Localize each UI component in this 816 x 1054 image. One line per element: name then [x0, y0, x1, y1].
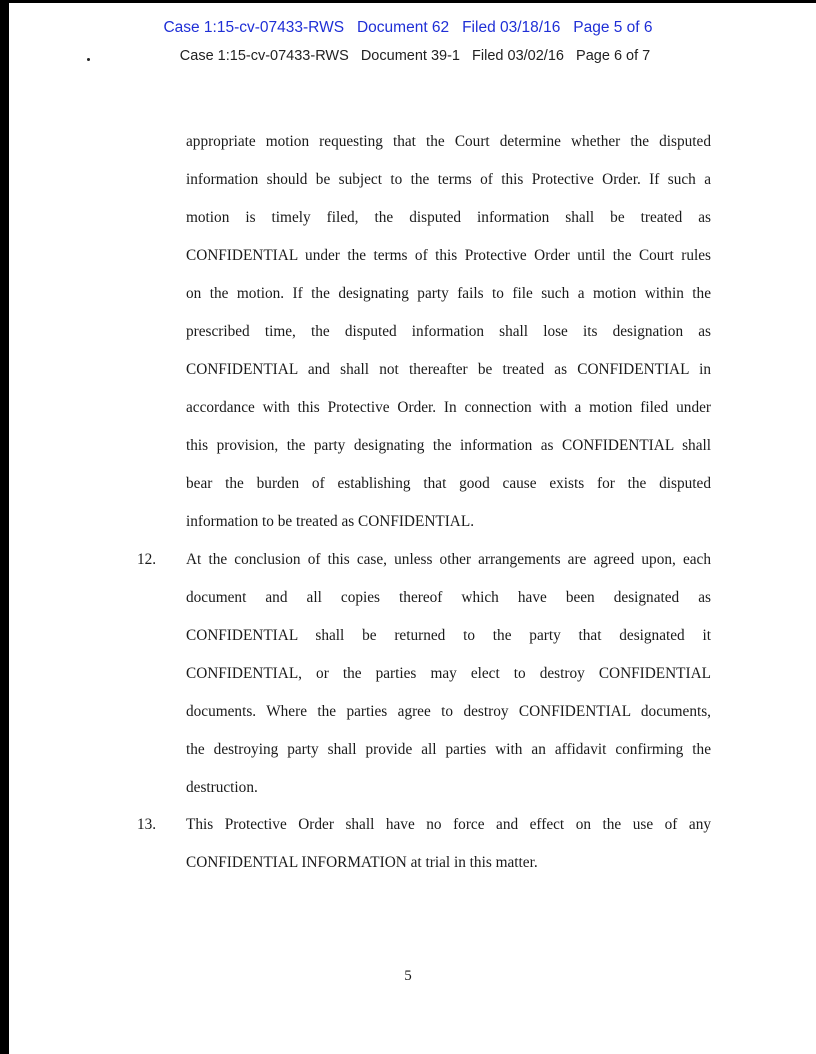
scan-edge-top — [0, 0, 816, 3]
text-line: on the motion. If the designating party fails to file such a motion within the — [186, 285, 711, 302]
text-line: motion is timely filed, the disputed information shall be treated as — [186, 209, 711, 226]
text-line: At the conclusion of this case, unless other arrangements are agreed upon, each — [186, 551, 711, 568]
text-line: information to be treated as CONFIDENTIAL. — [186, 513, 475, 530]
text-line: destruction. — [186, 779, 258, 796]
text-line: documents. Where the parties agree to destroy CONFIDENTIAL documents, — [186, 703, 711, 720]
text-line: this provision, the party designating the information as CONFIDENTIAL shall — [186, 437, 711, 454]
text-line: CONFIDENTIAL under the terms of this Protective Order until the Court rules — [186, 247, 711, 264]
text-line: CONFIDENTIAL and shall not thereafter be treated as CONFIDENTIAL in — [186, 361, 711, 378]
ecf-filing-stamp: Case 1:15-cv-07433-RWS Document 62 Filed 03/18/16 Page 5 of 6 — [163, 19, 653, 36]
text-line: CONFIDENTIAL shall be returned to the party that designated it — [186, 627, 711, 644]
original-filing-header: Case 1:15-cv-07433-RWS Document 39-1 Filed 03/02/16 Page 6 of 7 — [179, 48, 651, 64]
text-line: CONFIDENTIAL, or the parties may elect to destroy CONFIDENTIAL — [186, 665, 711, 682]
text-line: This Protective Order shall have no force and effect on the use of any — [186, 816, 711, 833]
text-line: information should be subject to the terms of this Protective Order. If such a — [186, 171, 711, 188]
page-number: 5 — [404, 968, 412, 984]
scan-edge-left — [0, 0, 9, 1054]
text-line: document and all copies thereof which have been designated as — [186, 589, 711, 606]
paragraph-number-12: 12. — [137, 551, 157, 568]
text-line: prescribed time, the disputed information shall lose its designation as — [186, 323, 711, 340]
text-line: accordance with this Protective Order. In connection with a motion filed under — [186, 399, 711, 416]
text-line: CONFIDENTIAL INFORMATION at trial in this matter. — [186, 854, 538, 871]
paragraph-number-13: 13. — [137, 816, 157, 833]
text-line: the destroying party shall provide all parties with an affidavit confirming the — [186, 741, 711, 758]
text-line: bear the burden of establishing that good cause exists for the disputed — [186, 475, 711, 492]
text-line: appropriate motion requesting that the Court determine whether the disputed — [186, 133, 711, 150]
